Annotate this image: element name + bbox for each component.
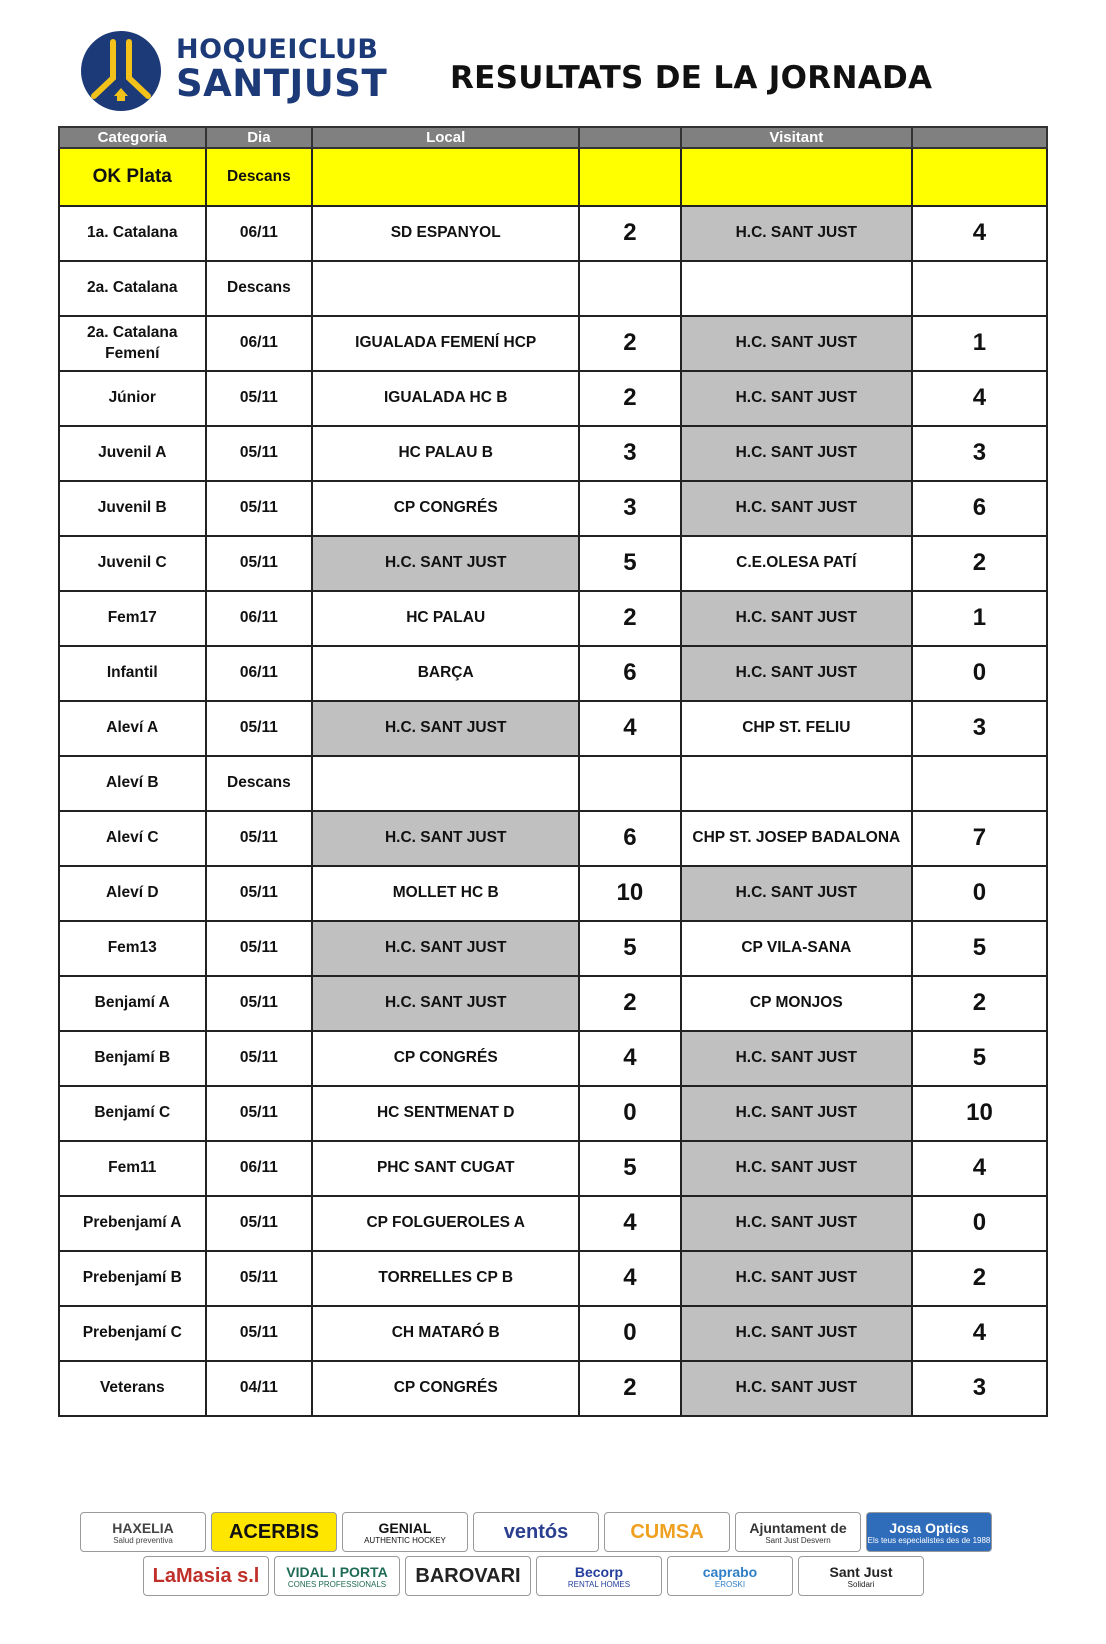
becorp-logo: [536, 1556, 662, 1596]
category-cell: Fem11: [59, 1141, 206, 1196]
local-score-cell: 4: [579, 1031, 681, 1086]
local-score-cell: 0: [579, 1306, 681, 1361]
category-cell: Júnior: [59, 371, 206, 426]
day-cell: 05/11: [206, 426, 313, 481]
visitor-score-cell: [912, 756, 1047, 811]
local-score-cell: 2: [579, 316, 681, 371]
visitor-score-cell: 10: [912, 1086, 1047, 1141]
day-cell: 06/11: [206, 316, 313, 371]
local-team-cell: HC PALAU: [312, 591, 579, 646]
visitor-team-cell: CP MONJOS: [681, 976, 912, 1031]
category-cell: Benjamí B: [59, 1031, 206, 1086]
local-team-cell: PHC SANT CUGAT: [312, 1141, 579, 1196]
sponsor-name: ventós: [503, 1520, 569, 1543]
local-score-cell: 4: [579, 701, 681, 756]
acerbis-logo: [211, 1512, 337, 1552]
visitor-team-cell: H.C. SANT JUST: [681, 591, 912, 646]
genial-logo: [342, 1512, 468, 1552]
category-cell: Prebenjamí C: [59, 1306, 206, 1361]
sponsor-tagline: EROSKI: [714, 1579, 746, 1589]
visitor-team-cell: H.C. SANT JUST: [681, 1306, 912, 1361]
local-score-cell: 2: [579, 206, 681, 261]
local-score-cell: 5: [579, 921, 681, 976]
local-score-cell: 4: [579, 1251, 681, 1306]
visitor-score-cell: 4: [912, 371, 1047, 426]
sponsor-name: HAXELIA: [112, 1519, 174, 1536]
haxelia-logo: [80, 1512, 206, 1552]
table-row: [59, 316, 1047, 371]
table-row: [59, 206, 1047, 261]
category-cell: Veterans: [59, 1361, 206, 1416]
day-cell: 04/11: [206, 1361, 313, 1416]
table-row: [59, 701, 1047, 756]
visitor-team-cell: H.C. SANT JUST: [681, 481, 912, 536]
page-title: RESULTATS DE LA JORNADA: [450, 60, 933, 96]
day-cell: 05/11: [206, 536, 313, 591]
local-team-cell: [312, 148, 579, 206]
local-score-cell: [579, 148, 681, 206]
category-cell: Aleví D: [59, 866, 206, 921]
category-cell: Juvenil B: [59, 481, 206, 536]
category-cell: Aleví B: [59, 756, 206, 811]
local-team-cell: SD ESPANYOL: [312, 206, 579, 261]
category-cell: Prebenjamí A: [59, 1196, 206, 1251]
local-team-cell: BARÇA: [312, 646, 579, 701]
day-cell: 05/11: [206, 866, 313, 921]
la-masia-logo: [143, 1556, 269, 1596]
table-row: [59, 1031, 1047, 1086]
day-cell: Descans: [206, 756, 313, 811]
local-team-cell: CP CONGRÉS: [312, 481, 579, 536]
local-team-cell: H.C. SANT JUST: [312, 921, 579, 976]
local-team-cell: IGUALADA FEMENÍ HCP: [312, 316, 579, 371]
category-cell: OK Plata: [59, 148, 206, 206]
visitor-team-cell: H.C. SANT JUST: [681, 426, 912, 481]
local-team-cell: IGUALADA HC B: [312, 371, 579, 426]
category-cell: Benjamí C: [59, 1086, 206, 1141]
table-row: [59, 426, 1047, 481]
table-row: [59, 646, 1047, 701]
sponsor-name: ACERBIS: [228, 1520, 319, 1543]
table-row: [59, 148, 1047, 206]
category-cell: 2a. Catalana: [59, 261, 206, 316]
day-cell: 06/11: [206, 1141, 313, 1196]
results-table: [58, 126, 1048, 1417]
sponsor-tagline: AUTHENTIC HOCKEY: [364, 1535, 446, 1545]
local-team-cell: CP CONGRÉS: [312, 1361, 579, 1416]
sponsor-name: GENIAL: [378, 1519, 432, 1536]
category-cell: Aleví A: [59, 701, 206, 756]
day-cell: 05/11: [206, 701, 313, 756]
day-cell: 05/11: [206, 811, 313, 866]
table-row: [59, 866, 1047, 921]
category-cell: 1a. Catalana: [59, 206, 206, 261]
column-header-local: Local: [312, 127, 579, 148]
local-score-cell: 10: [579, 866, 681, 921]
day-cell: 05/11: [206, 481, 313, 536]
visitor-score-cell: 6: [912, 481, 1047, 536]
ajuntament-logo: [735, 1512, 861, 1552]
category-cell: Fem13: [59, 921, 206, 976]
column-header-visitor: Visitant: [681, 127, 912, 148]
local-score-cell: 6: [579, 811, 681, 866]
visitor-score-cell: 4: [912, 1306, 1047, 1361]
category-cell: Infantil: [59, 646, 206, 701]
local-score-cell: 2: [579, 371, 681, 426]
club-name-line1: HOQUEICLUB: [176, 34, 379, 65]
local-score-cell: 2: [579, 1361, 681, 1416]
local-score-cell: [579, 261, 681, 316]
table-row: [59, 1306, 1047, 1361]
visitor-team-cell: CHP ST. JOSEP BADALONA: [681, 811, 912, 866]
local-team-cell: HC PALAU B: [312, 426, 579, 481]
local-score-cell: 2: [579, 976, 681, 1031]
visitor-score-cell: 2: [912, 1251, 1047, 1306]
sponsor-tagline: Sant Just Desvern: [765, 1535, 831, 1545]
day-cell: 06/11: [206, 646, 313, 701]
local-score-cell: 5: [579, 536, 681, 591]
table-row: [59, 536, 1047, 591]
local-team-cell: HC SENTMENAT D: [312, 1086, 579, 1141]
sponsor-name: Ajuntament de: [749, 1519, 847, 1536]
table-row: [59, 1251, 1047, 1306]
sponsor-name: Becorp: [574, 1563, 624, 1580]
visitor-score-cell: 2: [912, 536, 1047, 591]
sponsor-name: CUMSA: [630, 1520, 704, 1543]
visitor-team-cell: [681, 148, 912, 206]
local-score-cell: 6: [579, 646, 681, 701]
category-cell: Benjamí A: [59, 976, 206, 1031]
visitor-score-cell: 3: [912, 701, 1047, 756]
visitor-team-cell: H.C. SANT JUST: [681, 1086, 912, 1141]
local-team-cell: H.C. SANT JUST: [312, 536, 579, 591]
table-row: [59, 1196, 1047, 1251]
visitor-team-cell: H.C. SANT JUST: [681, 1031, 912, 1086]
cumsa-logo: [604, 1512, 730, 1552]
visitor-score-cell: 0: [912, 646, 1047, 701]
day-cell: 06/11: [206, 591, 313, 646]
visitor-score-cell: 1: [912, 316, 1047, 371]
visitor-team-cell: CP VILA-SANA: [681, 921, 912, 976]
club-name: [176, 34, 388, 105]
visitor-score-cell: 5: [912, 921, 1047, 976]
caprabo-logo: [667, 1556, 793, 1596]
local-team-cell: H.C. SANT JUST: [312, 811, 579, 866]
day-cell: 05/11: [206, 1251, 313, 1306]
table-row: [59, 261, 1047, 316]
visitor-score-cell: 5: [912, 1031, 1047, 1086]
sponsor-name: BAROVARI: [415, 1564, 521, 1587]
local-team-cell: CH MATARÓ B: [312, 1306, 579, 1361]
vidal-i-porta-logo: [274, 1556, 400, 1596]
local-team-cell: CP FOLGUEROLES A: [312, 1196, 579, 1251]
local-score-cell: 3: [579, 481, 681, 536]
visitor-score-cell: 0: [912, 1196, 1047, 1251]
column-header-category: Categoria: [59, 127, 206, 148]
day-cell: 05/11: [206, 1031, 313, 1086]
local-team-cell: H.C. SANT JUST: [312, 976, 579, 1031]
day-cell: 06/11: [206, 206, 313, 261]
category-cell: 2a. Catalana Femení: [59, 316, 206, 371]
table-row: [59, 756, 1047, 811]
table-row: [59, 1141, 1047, 1196]
day-cell: 05/11: [206, 921, 313, 976]
visitor-team-cell: H.C. SANT JUST: [681, 866, 912, 921]
sponsor-name: caprabo: [702, 1563, 758, 1580]
local-score-cell: [579, 756, 681, 811]
column-header-local-score: [579, 127, 681, 148]
visitor-team-cell: H.C. SANT JUST: [681, 646, 912, 701]
visitor-team-cell: H.C. SANT JUST: [681, 1251, 912, 1306]
day-cell: 05/11: [206, 371, 313, 426]
category-cell: Juvenil C: [59, 536, 206, 591]
sponsors-row-1: [80, 1512, 992, 1552]
day-cell: 05/11: [206, 1306, 313, 1361]
visitor-team-cell: [681, 756, 912, 811]
table-row: [59, 1086, 1047, 1141]
category-cell: Juvenil A: [59, 426, 206, 481]
local-team-cell: [312, 261, 579, 316]
sponsor-name: VIDAL I PORTA: [286, 1563, 388, 1580]
day-cell: 05/11: [206, 1086, 313, 1141]
sant-just-solidari-logo: [798, 1556, 924, 1596]
table-row: [59, 1361, 1047, 1416]
visitor-team-cell: H.C. SANT JUST: [681, 371, 912, 426]
local-score-cell: 0: [579, 1086, 681, 1141]
sponsor-tagline: RENTAL HOMES: [567, 1579, 631, 1589]
visitor-team-cell: C.E.OLESA PATÍ: [681, 536, 912, 591]
category-cell: Prebenjamí B: [59, 1251, 206, 1306]
category-cell: Aleví C: [59, 811, 206, 866]
ventos-logo: [473, 1512, 599, 1552]
local-score-cell: 3: [579, 426, 681, 481]
club-name-line2: SANTJUST: [176, 62, 388, 105]
day-cell: Descans: [206, 261, 313, 316]
day-cell: Descans: [206, 148, 313, 206]
visitor-score-cell: 4: [912, 206, 1047, 261]
visitor-score-cell: 3: [912, 1361, 1047, 1416]
sponsor-tagline: Els teus especialistes des de 1988: [867, 1535, 991, 1545]
visitor-team-cell: [681, 261, 912, 316]
table-row: [59, 811, 1047, 866]
local-team-cell: H.C. SANT JUST: [312, 701, 579, 756]
local-score-cell: 4: [579, 1196, 681, 1251]
barovari-logo: [405, 1556, 531, 1596]
visitor-team-cell: H.C. SANT JUST: [681, 1141, 912, 1196]
local-team-cell: TORRELLES CP B: [312, 1251, 579, 1306]
visitor-score-cell: [912, 261, 1047, 316]
table-row: [59, 921, 1047, 976]
visitor-score-cell: 1: [912, 591, 1047, 646]
table-row: [59, 976, 1047, 1031]
visitor-score-cell: 4: [912, 1141, 1047, 1196]
local-team-cell: [312, 756, 579, 811]
visitor-team-cell: CHP ST. FELIU: [681, 701, 912, 756]
sponsor-name: LaMasia s.l: [152, 1564, 260, 1587]
sponsor-tagline: Salud preventiva: [113, 1535, 173, 1545]
column-header-day: Dia: [206, 127, 313, 148]
column-header-visitor-score: [912, 127, 1047, 148]
local-score-cell: 2: [579, 591, 681, 646]
club-logo-icon: [80, 30, 162, 112]
visitor-team-cell: H.C. SANT JUST: [681, 1361, 912, 1416]
category-cell: Fem17: [59, 591, 206, 646]
day-cell: 05/11: [206, 1196, 313, 1251]
local-score-cell: 5: [579, 1141, 681, 1196]
local-team-cell: CP CONGRÉS: [312, 1031, 579, 1086]
results-body: [59, 148, 1047, 1416]
table-row: [59, 481, 1047, 536]
sponsor-tagline: CONES PROFESSIONALS: [287, 1579, 387, 1589]
sponsor-name: Josa Optics: [889, 1519, 969, 1536]
josa-optics-logo: [866, 1512, 992, 1552]
local-team-cell: MOLLET HC B: [312, 866, 579, 921]
visitor-score-cell: 3: [912, 426, 1047, 481]
table-row: [59, 371, 1047, 426]
sponsor-tagline: Solidari: [847, 1579, 875, 1589]
visitor-team-cell: H.C. SANT JUST: [681, 206, 912, 261]
day-cell: 05/11: [206, 976, 313, 1031]
visitor-score-cell: 7: [912, 811, 1047, 866]
visitor-team-cell: H.C. SANT JUST: [681, 316, 912, 371]
visitor-score-cell: [912, 148, 1047, 206]
sponsors-row-2: [143, 1556, 924, 1596]
visitor-score-cell: 2: [912, 976, 1047, 1031]
visitor-score-cell: 0: [912, 866, 1047, 921]
table-row: [59, 591, 1047, 646]
sponsor-name: Sant Just: [829, 1563, 893, 1580]
visitor-team-cell: H.C. SANT JUST: [681, 1196, 912, 1251]
table-header-row: [59, 127, 1047, 148]
